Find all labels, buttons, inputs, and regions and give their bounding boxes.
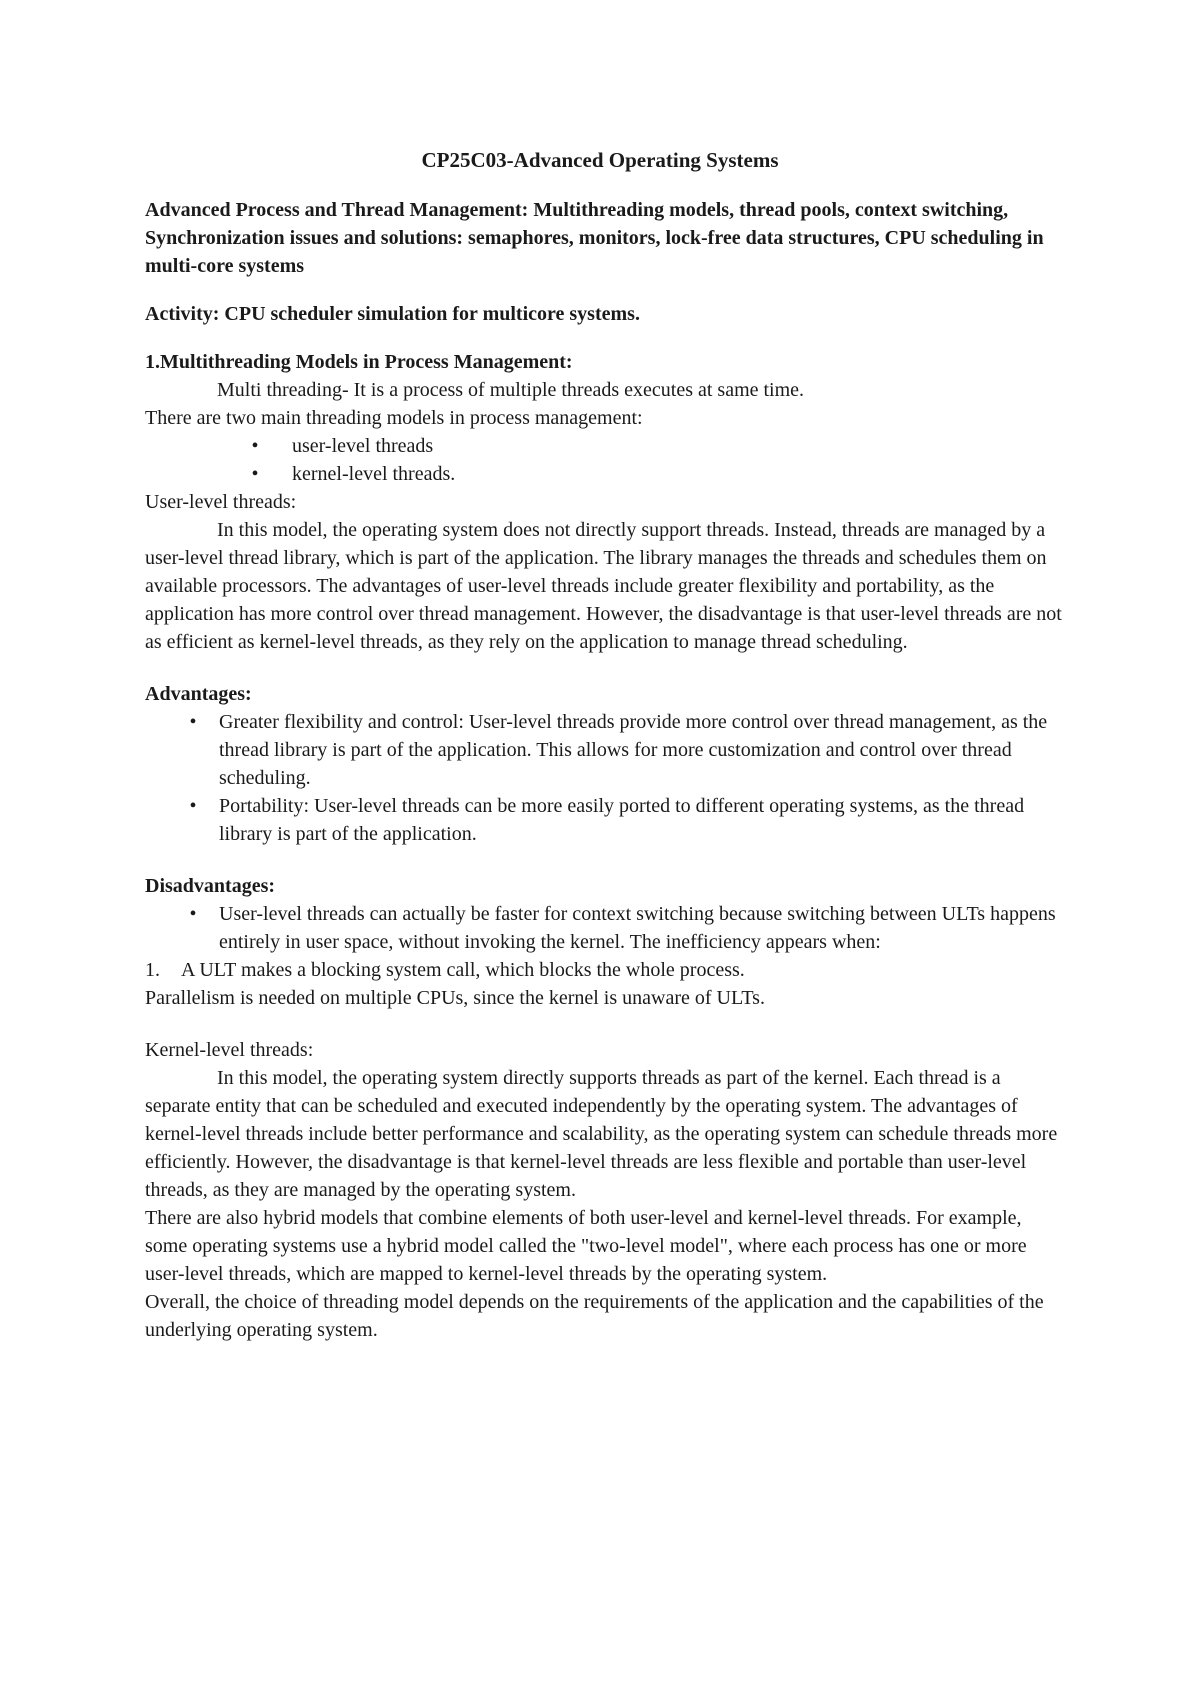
- list-item: • Portability: User-level threads can be more easily ported to different operating systems, as the thread library is part of the application.: [145, 792, 1065, 848]
- overall-paragraph: Overall, the choice of threading model depends on the requirements of the application and the capabilities of the underlying operating system.: [145, 1291, 1044, 1341]
- bullet-icon: •: [189, 711, 197, 733]
- document-body: [145, 196, 1065, 1344]
- multithreading-definition: Multi threading- It is a process of multiple threads executes at same time.: [217, 379, 805, 401]
- list-item: • kernel-level threads.: [145, 460, 1065, 488]
- list-item: • user-level threads: [145, 432, 1065, 460]
- activity-text: Activity: CPU scheduler simulation for multicore systems.: [145, 303, 640, 325]
- parallelism-line: Parallelism is needed on multiple CPUs, since the kernel is unaware of ULTs.: [145, 987, 765, 1009]
- klt-heading: Kernel-level threads:: [145, 1039, 314, 1061]
- advantages-heading: Advantages:: [145, 683, 252, 705]
- two-models-intro: There are two main threading models in process management:: [145, 407, 643, 429]
- ult-paragraph: In this model, the operating system does not directly support threads. Instead, threads are managed by a user-level thread library, which is part of the application. The library manages the threads and schedules them on available processors. The advantages of user-level threads include greater flexibility and portability, as the application has more control over thread management. However, the disadvantage is that user-level threads are not as efficient as kernel-level threads, as they rely on the application to manage thread scheduling.: [145, 519, 1062, 653]
- advantages-list: [145, 708, 1065, 848]
- hybrid-paragraph: There are also hybrid models that combine elements of both user-level and kernel-level threads. For example, some operating systems use a hybrid model called the "two-level model", where each process has one or more user-level threads, which are mapped to kernel-level threads by the operating system.: [145, 1207, 1027, 1285]
- list-item: • User-level threads can actually be faster for context switching because switching between ULTs happens entirely in user space, without invoking the kernel. The inefficiency appears when:: [145, 900, 1065, 956]
- bullet-icon: •: [189, 903, 197, 925]
- bullet-icon: •: [251, 463, 259, 485]
- bullet-icon: •: [189, 795, 197, 817]
- disadvantages-list: [145, 900, 1065, 956]
- models-list: [145, 432, 1065, 488]
- disadvantages-heading: Disadvantages:: [145, 875, 276, 897]
- klt-paragraph: In this model, the operating system directly supports threads as part of the kernel. Each thread is a separate entity that can be scheduled and executed independently by the operating system. The advantages of kernel-level threads include better performance and scalability, as the operating system can schedule threads more efficiently. However, the disadvantage is that kernel-level threads are less flexible and portable than user-level threads, as they are managed by the operating system.: [145, 1067, 1058, 1201]
- list-item: • Greater flexibility and control: User-level threads provide more control over thread management, as the thread library is part of the application. This allows for more customization and control over thread scheduling.: [145, 708, 1065, 792]
- numbered-item: 1. A ULT makes a blocking system call, which blocks the whole process.: [145, 959, 745, 981]
- document-title: CP25C03-Advanced Operating Systems: [421, 148, 779, 172]
- ult-heading: User-level threads:: [145, 491, 297, 513]
- syllabus-text: Advanced Process and Thread Management: Multithreading models, thread pools, context switching, Synchronization issues and solutions: semaphores, monitors, lock-free data structures, CPU scheduling in multi-core systems: [145, 199, 1044, 277]
- bullet-icon: •: [251, 435, 259, 457]
- section1-heading: 1.Multithreading Models in Process Management:: [145, 351, 573, 373]
